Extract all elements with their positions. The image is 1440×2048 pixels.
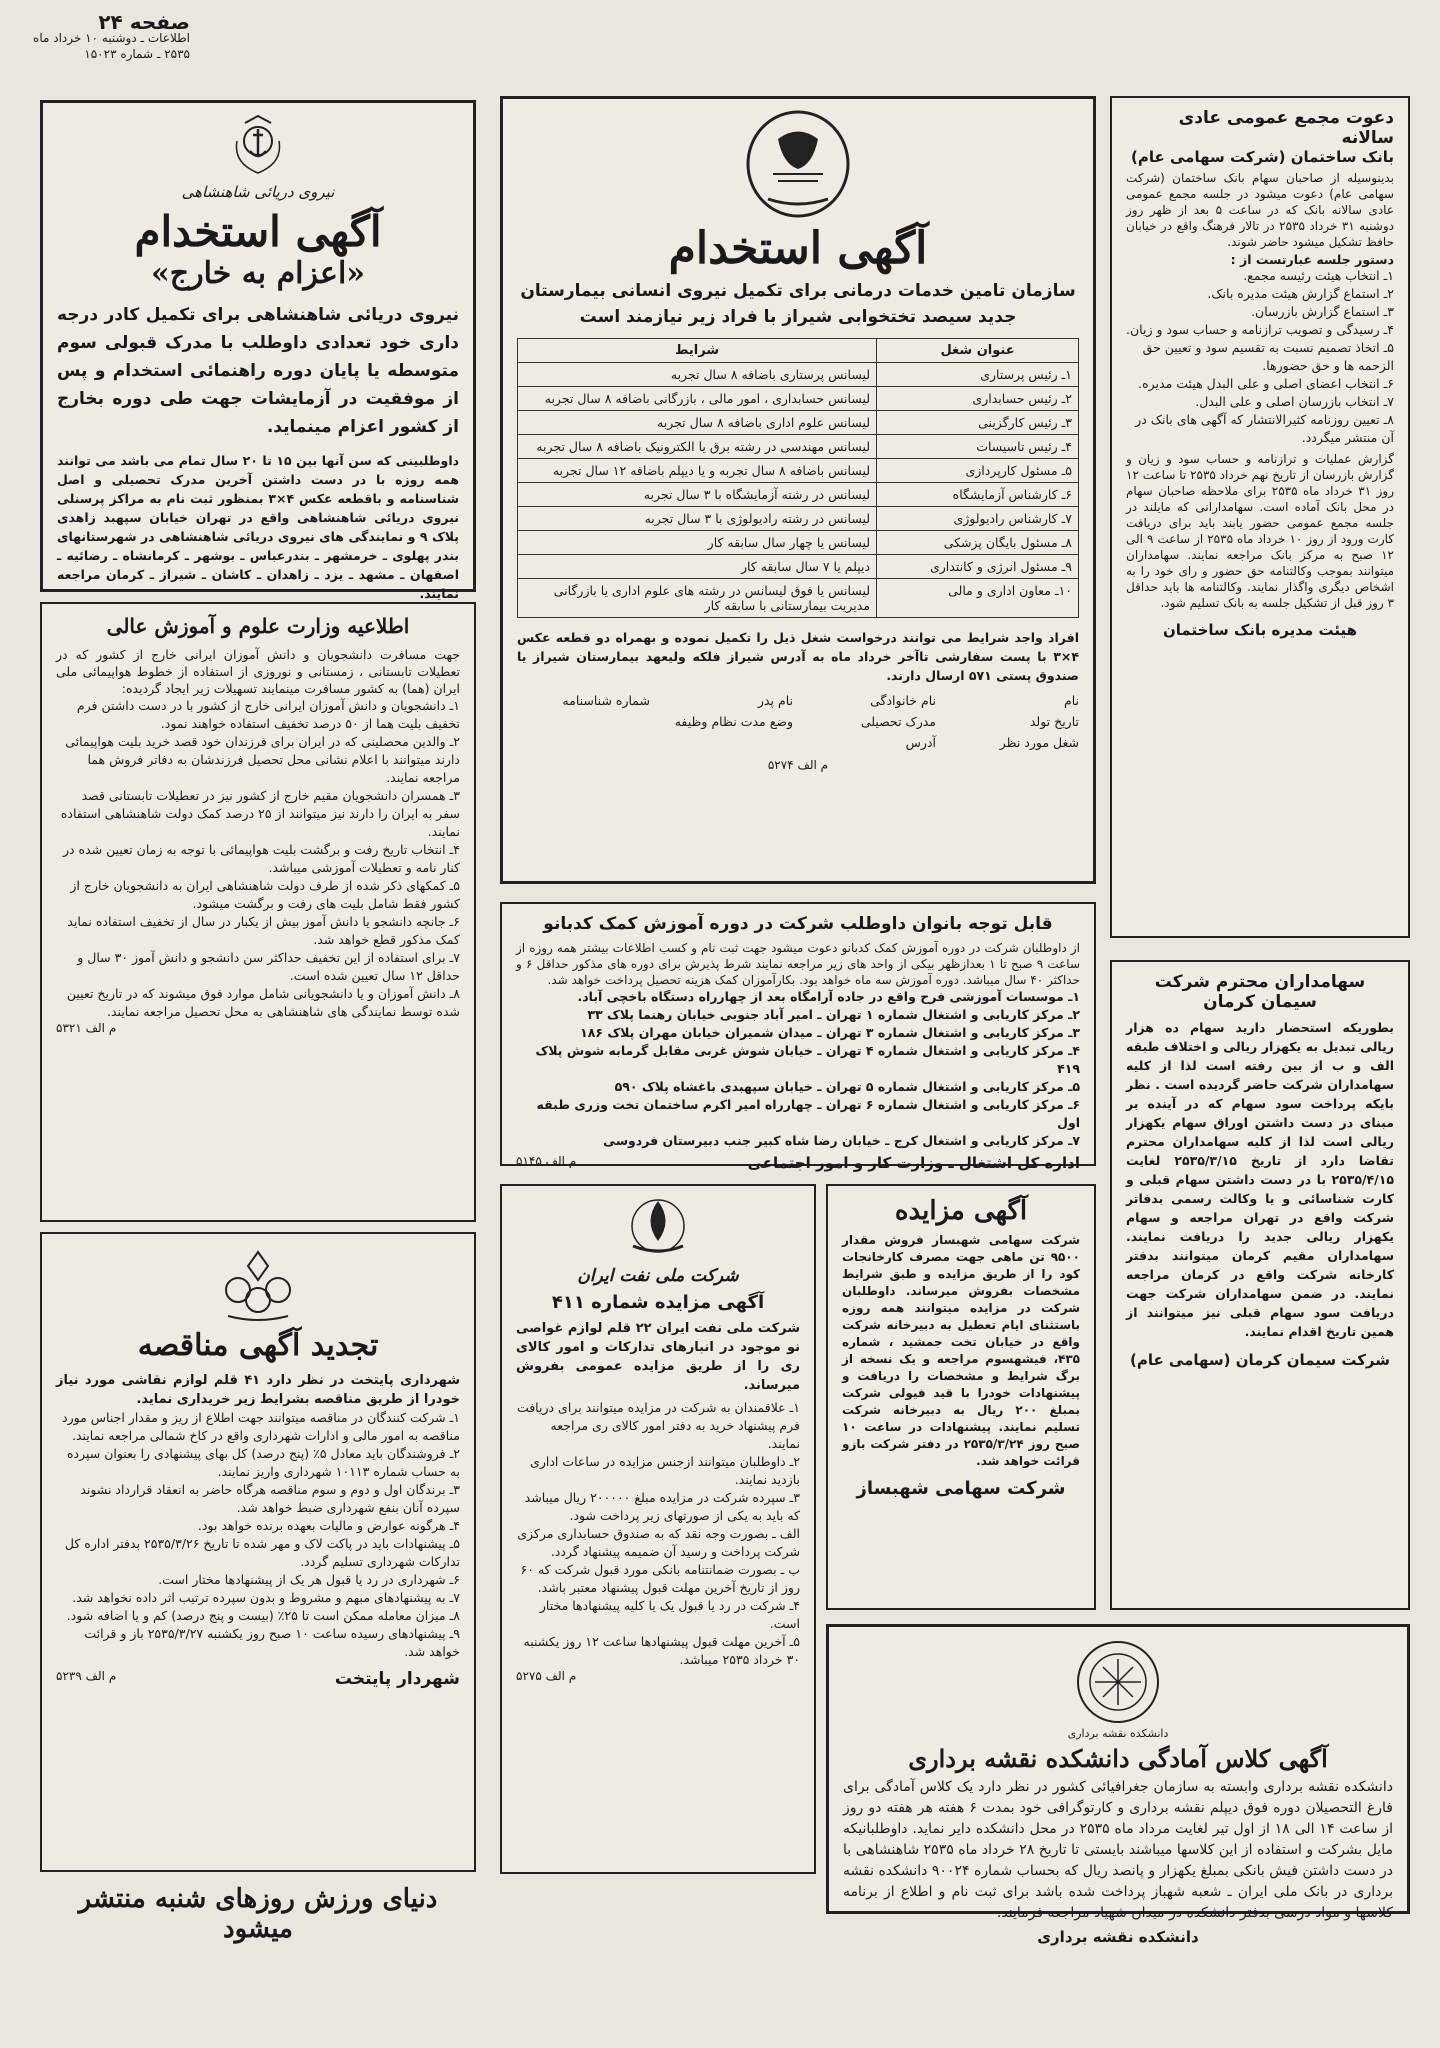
bank-agenda: [1126, 267, 1394, 447]
oil-title: آگهی مزایده شماره ۴۱۱: [551, 1292, 765, 1313]
list-item: ۴ـ مرکز کاریابی و اشتغال شماره ۴ تهران ـ خیابان شوش غربی مقابل گرمابه شوش پلاک ۴۱۹: [535, 1043, 1080, 1076]
list-item: ۹ـ پیشنهادهای رسیده ساعت ۱۰ صبح روز یکشنبه ۲۵۳۵/۳/۲۷ باز و قرائت خواهد شد.: [84, 1626, 460, 1659]
cond-cell: لیسانس در رشته آزمایشگاه با ۳ سال تجربه: [518, 483, 877, 507]
job-cell: ۱۰ـ معاون اداری و مالی: [877, 579, 1079, 618]
bank-meeting-notice: [1110, 96, 1410, 938]
job-cell: ۵ـ مسئول کارپردازی: [877, 459, 1079, 483]
hospital-code: م الف ۵۲۷۴: [767, 758, 829, 772]
list-item: ۵ـ کمکهای ذکر شده از طرف دولت شاهنشاهی ایران به دانشجویان خارج از کشور فقط شامل بلیت های رفت و برگشت میشود.: [70, 878, 460, 911]
bank-subtitle: بانک ساختمان (شرکت سهامی عام): [1131, 148, 1394, 166]
cond-cell: لیسانس حسابداری ، امور مالی ، بازرگانی باضافه ۸ سال تجربه: [518, 387, 877, 411]
list-item: ۸ـ تعیین روزنامه کثیرالانتشار که آگهی های بانک در آن منتشر میگردد.: [1135, 412, 1394, 445]
job-cell: ۶ـ کارشناس آزمایشگاه: [877, 483, 1079, 507]
list-item: ۱ـ موسسات آموزشی فرح واقع در جاده آرامگاه بعد از چهارراه دستگاه باخچی آباد.: [577, 989, 1080, 1004]
job-cell: ۲ـ رئیس حسابداری: [877, 387, 1079, 411]
oil-org: شرکت ملی نفت ایران: [577, 1266, 739, 1286]
form-field-label: نام: [1063, 693, 1079, 708]
survey-body: دانشکده نقشه برداری وابسته به سازمان جغرافیائی کشور در نظر دارد یک کلاس آمادگی برای فارغ التحصیلان دوره فوق دیپلم نقشه برداری و کارتوگرافی خود بمدت ۶ هفته هر هفته دو روز از ساعت ۱۴ الی ۱۸ از اول تیر لغایت مرداد ماه ۲۵۳۵ در محل دانشکده دایر نماید. داوطلبانیکه مایل بشرکت و استفاده از این کلاسها میباشند بایستی تا تاریخ ۲۸ خرداد ماه ۲۵۳۵ شاهنشاهی با در دست داشتن فیش بانکی بمبلغ یکهزار و پانصد ریال که بحساب شماره ۹۰۰۲۴ دانشکده نقشه برداری در بانک ملی ایران ـ شعبه شهباز پرداخت شده باشد برای ثبت نام و اطلاع از برنامه کلاسها و مواد درسی بدفتر دانشکده در میدان شهیاد مراجعه فرمایند.: [843, 1779, 1393, 1921]
list-item: ۲ـ مرکز کاریابی و اشتغال شماره ۱ تهران ـ امیر آباد جنوبی خیابان رهنما پلاک ۳۳: [587, 1007, 1080, 1022]
auction-body: شرکت سهامی شهبسار فروش مقدار ۹۵۰۰ تن ماهی جهت مصرف کارخانجات کود را از طریق مزایده و طبق شرایط مشخصات بفروش میرساند. داوطلبان شرکت در مزایده میتوانند همه روزه باستثنای ایام تعطیل به دبیرخانه شرکت واقع در خیابان تخت جمشید ، شماره ۴۳۵، فیشهسوم مراجعه و یک نسخه از برگ شرایط و مشخصات را دریافت و پیشنهادات خودرا با قید فیولی شرکت بمبلغ ۲۰۰ ریال به دبیرخانه شرکت تسلیم نمایند. پیشنهادات در ساعت ۱۰ صبح روز ۲۵۳۵/۳/۲۴ در دفتر شرکت بازو قرائت خواهد شد.: [842, 1233, 1080, 1468]
hospital-title: آگهی استخدام: [668, 223, 928, 274]
list-item: ۵ـ پیشنهادات باید در پاکت لاک و مهر شده تا تاریخ ۲۵۳۵/۳/۲۶ بدفتر اداره کل تدارکات شهرداری تسلیم گردد.: [64, 1536, 460, 1569]
list-item: ۳ـ مرکز کاریابی و اشتغال شماره ۳ تهران ـ میدان شمیران خیابان مهران پلاک ۱۸۶: [580, 1025, 1080, 1040]
table-row: [518, 555, 1079, 579]
table-row: [518, 363, 1079, 387]
job-cell: ۴ـ رئیس تاسیسات: [877, 435, 1079, 459]
list-item: ۳ـ همسران دانشجویان مقیم خارج از کشور نیز در تعطیلات تابستانی قصد سفر به ایران را دارند نیز میتوانند از ۲۵ درصد کمک دولت شاهنشاهی استفاده نمایند.: [60, 788, 460, 839]
navy-org: نیروی دریائی شاهنشاهی: [181, 183, 335, 201]
survey-title: آگهی کلاس آمادگی دانشکده نقشه برداری: [908, 1744, 1328, 1773]
form-field-label: وضع مدت نظام وظیفه: [674, 714, 793, 729]
bank-signature: هیئت مدیره بانک ساختمان: [1162, 621, 1358, 639]
survey-college-ad: [826, 1624, 1410, 1946]
list-item: ۲ـ فروشندگان باید معادل ۵٪ (پنج درصد) کل بهای پیشنهادی را بعنوان سپرده به حساب شماره ۱۰۱۱۳ شهرداری واریز نمایند.: [66, 1446, 460, 1479]
navy-subtitle: «اعزام به خارج»: [150, 256, 366, 291]
cond-cell: لیسانس مهندسی در رشته برق یا الکترونیک باضافه ۸ سال تجربه: [518, 435, 877, 459]
job-cell: ۹ـ مسئول انرژی و کانتداری: [877, 555, 1079, 579]
ministry-list: [56, 697, 460, 1021]
table-row: [518, 387, 1079, 411]
list-item: ۳ـ استماع گزارش بازرسان.: [1251, 304, 1394, 319]
list-item: ۷ـ مرکز کاریابی و اشتغال کرج ـ خیابان رضا شاه کبیر جنب دبیرستان فردوسی: [603, 1133, 1080, 1148]
hospital-ad: [500, 96, 1096, 884]
list-item: ۸ـ میزان معامله ممکن است تا ۲۵٪ (بیست و پنج درصد) کم و یا اضافه شود.: [66, 1608, 460, 1623]
table-row: [518, 483, 1079, 507]
list-item: ۵ـ مرکز کاریابی و اشتغال شماره ۵ تهران ـ خیابان سپهبدی باغشاه پلاک ۵۹۰: [614, 1079, 1080, 1094]
list-item: ۱ـ انتخاب هیئت رئیسه مجمع.: [1243, 268, 1394, 283]
survey-signature: دانشکده نقشه برداری: [1037, 1928, 1199, 1946]
list-item: ۲ـ والدین محصلینی که در ایران برای فرزندان خود قصد خرید بلیت هواپیمائی دارند میتوانند با اعلام نشانی محل تحصیل فرزندشان به دفاتر فروش هما مراجعه نمایند.: [65, 734, 460, 785]
jobs-table: [517, 338, 1079, 618]
ministry-code: م الف ۵۳۲۱: [56, 1021, 117, 1035]
list-item: ۱ـ شرکت کنندگان در مناقصه میتوانند جهت اطلاع از ریز و مقدار اجناس مورد مناقصه به امور مالی و ادارات شهرداری واقع در کاخ شمالی مراجعه نمایند.: [62, 1410, 460, 1443]
bank-agenda-label: دستور جلسه عبارتست از :: [1230, 252, 1394, 267]
page-number: صفحه ۲۴: [98, 10, 190, 34]
form-field-label: آدرس: [905, 735, 936, 750]
list-item: ۱ـ دانشجویان و دانش آموزان ایرانی خارج از کشور با در دست داشتن فرم تخفیف بلیت هما از ۵۰ درصد تخفیف استفاده خواهند نمود.: [76, 698, 460, 731]
col-job: عنوان شغل: [877, 339, 1079, 363]
oil-lead: شرکت ملی نفت ایران ۲۲ قلم لوازم غواصی نو موجود در انبارهای تدارکات و امور کالای ری را از طریق مزایده عمومی بفروش میرساند.: [516, 1321, 801, 1393]
cement-body: بطوریکه استحضار دارید سهام ده هزار ریالی تبدیل به یکهزار ریالی و اختلاف طبقه الف و ب از بین رفته است لذا از کلیه سهامداران شرکت حاضر گردیده است . نظر بایکه پرداخت سود سهام که در آینده بر مبنای در دست داشتن اوراق سهام یکهزار ریالی است لذا از کلیه سهامداران محترم تقاضا دارد از تاریخ ۲۵۳۵/۳/۱۵ لغایت ۲۵۳۵/۴/۱۵ با در دست داشتن سهام قبلی و کارت شناسائی و یا وکالت رسمی بدفاتر شرکت واقع در تهران مراجعه و سهام یکهزار ریالی جدید را دریافت نمایند. سهامداران مقیم کرمان میتوانند بدفتر کارخانه شرکت واقع در کرمان مراجعه نمایند. در ضمن سهامداران شرکت جهت دریافت سود سهام قبلی نیز میتوانند از همین تاریخ اقدام نمایند.: [1126, 1020, 1394, 1339]
list-item: ۷ـ برای استفاده از این تخفیف حداکثر سن دانشجو و دانش آموز ۳۰ سال و حداقل ۱۲ سال تعیین شده است.: [77, 950, 460, 983]
table-row: [518, 531, 1079, 555]
ministry-title: اطلاعیه وزارت علوم و آموزش عالی: [106, 614, 410, 638]
training-title: قابل توجه بانوان داوطلب شرکت در دوره آموزش کمک کدبانو: [543, 914, 1053, 934]
list-item: ۷ـ انتخاب بازرسان اصلی و علی البدل.: [1195, 394, 1394, 409]
training-code: م الف ۵۱۴۵: [516, 1154, 577, 1168]
list-item: ۲ـ استماع گزارش هیئت مدیره بانک.: [1207, 286, 1394, 301]
list-item: ۳ـ سپرده شرکت در مزایده مبلغ ۲۰۰۰۰۰ ریال میباشد که باید به یکی از صورتهای زیر پرداخت شود.: [524, 1490, 800, 1523]
cond-cell: لیسانس علوم اداری باضافه ۸ سال تجربه: [518, 411, 877, 435]
capital-title: تجدید آگهی مناقصه: [137, 1328, 379, 1363]
training-notice: [500, 902, 1096, 1172]
cond-cell: لیسانس یا چهار سال سابقه کار: [518, 531, 877, 555]
form-field-label: مدرک تحصیلی: [860, 714, 936, 729]
form-field-label: شغل مورد نظر: [999, 735, 1079, 750]
header-issue: ۲۵۳۵ ـ شماره ۱۵۰۲۳: [84, 47, 190, 61]
col-conditions: شرایط: [518, 339, 877, 363]
job-cell: ۳ـ رئیس کارگزینی: [877, 411, 1079, 435]
list-item: ۱ـ علاقمندان به شرکت در مزایده میتوانند برای دریافت فرم پیشنهاد خرید به دفتر امور کالای ری مراجعه نمایند.: [516, 1400, 800, 1451]
list-item: ۶ـ انتخاب اعضای اصلی و علی البدل هیئت مدیره.: [1138, 376, 1394, 391]
list-item: الف ـ بصورت وجه نقد که به صندوق حسابداری مرکزی شرکت پرداخت و رسید آن ضمیمه پیشنهاد گردد.: [517, 1526, 800, 1559]
municipality-emblem-icon: [208, 1244, 308, 1324]
hospital-note: افراد واجد شرایط می توانند درخواست شغل ذیل را تکمیل نموده و بهمراه دو قطعه عکس ۴×۳ با پست سفارشی تاآخر خرداد ماه به آدرس شیراز فلکه ولیعهد بیمارستان شیراز یا صندوق پستی ۵۷۱ ارسال دارند.: [517, 630, 1079, 683]
cement-notice: [1110, 960, 1410, 1610]
navy-emblem-icon: [223, 113, 293, 183]
navy-title: آگهی استخدام: [134, 207, 382, 256]
hospital-emblem-icon: [743, 109, 853, 219]
table-row: [518, 459, 1079, 483]
table-row: [518, 507, 1079, 531]
list-item: ۸ـ دانش آموزان و یا دانشجویانی شامل موارد فوق میشوند که در تاریخ تعیین شده توسط نمایندگی های شاهنشاهی به محل تحصیل مراجعه نمایند.: [66, 986, 460, 1019]
auction-title: آگهی مزایده: [894, 1196, 1028, 1226]
list-item: ۴ـ رسیدگی و تصویب ترازنامه و حساب سود و زیان.: [1126, 322, 1394, 337]
oil-auction: [500, 1184, 816, 1874]
list-item: ب ـ بصورت ضمانتنامه بانکی مورد قبول شرکت که ۶۰ روز از تاریخ آخرین مهلت قبول پیشنهاد معتبر باشد.: [520, 1562, 800, 1595]
ministry-intro: جهت مسافرت دانشجویان و دانش آموزان ایرانی خارج از کشور که در تعطیلات تابستانی ، زمستانی و نوروزی از استفاده از خطوط هواپیمائی ملی ایران (هما) به کشور مسافرت مینمایند تسهیلات زیر ایجاد گردیده:: [56, 647, 460, 696]
list-item: ۴ـ شرکت در رد یا قبول یک یا کلیه پیشنهادها مختار است.: [539, 1598, 800, 1631]
capital-signature: شهردار پایتخت: [334, 1669, 460, 1689]
list-item: ۵ـ آخرین مهلت قبول پیشنهادها ساعت ۱۲ روز یکشنبه ۳۰ خرداد ۲۵۳۵ میباشد.: [523, 1634, 800, 1667]
capital-intro: شهرداری پایتخت در نظر دارد ۴۱ قلم لوازم نقاشی مورد نیاز خودرا از طریق مناقصه بشرایط زیر خریداری نماید.: [56, 1373, 460, 1407]
list-item: ۶ـ شهرداری در رد یا قبول هر یک از پیشنهادها مختار است.: [158, 1572, 460, 1587]
cond-cell: لیسانس یا فوق لیسانس در رشته های علوم اداری یا بازرگانی مدیریت بیمارستانی با سابقه کار: [518, 579, 877, 618]
survey-college-emblem-icon: [1073, 1637, 1163, 1727]
list-item: ۴ـ هرگونه عوارض و مالیات بعهده برنده خواهد بود.: [197, 1518, 460, 1533]
list-item: ۵ـ اتخاذ تصمیم نسبت به تقسیم سود و تعیین حق الزحمه ها و حق حضورها.: [1142, 340, 1394, 373]
application-form: [517, 693, 1079, 750]
cond-cell: لیسانس در رشته رادیولوژی با ۳ سال تجربه: [518, 507, 877, 531]
cement-title: سهامداران محترم شرکت سیمان کرمان: [1154, 972, 1366, 1012]
list-item: ۴ـ انتخاب تاریخ رفت و برگشت بلیت هواپیمائی با توجه به زمان تعیین شده در کنار نامه و تعطیلات آموزشی میباشد.: [62, 842, 460, 875]
job-cell: ۱ـ رئیس پرستاری: [877, 363, 1079, 387]
cond-cell: دیپلم یا ۷ سال سابقه کار: [518, 555, 877, 579]
survey-emblem-text: دانشکده نقشه برداری: [1067, 1727, 1169, 1740]
job-cell: ۸ـ مسئول بایگان پزشکی: [877, 531, 1079, 555]
list-item: ۷ـ به پیشنهادهای مبهم و مشروط و بدون سپرده ترتیب اثر داده نخواهد شد.: [72, 1590, 460, 1605]
form-field-label: نام خانوادگی: [870, 693, 936, 708]
table-row: [518, 435, 1079, 459]
navy-ad: [40, 100, 476, 601]
oil-company-emblem-icon: [618, 1196, 698, 1266]
list-item: ۳ـ برندگان اول و دوم و سوم مناقصه هرگاه حاضر به انعقاد قرارداد نشوند سپرده آنان بنفع شهرداری ضبط خواهد شد.: [80, 1482, 460, 1515]
capital-tender: [40, 1232, 476, 1872]
job-cell: ۷ـ کارشناس رادیولوژی: [877, 507, 1079, 531]
cond-cell: لیسانس باضافه ۸ سال تجربه و یا دیپلم باضافه ۱۲ سال تجربه: [518, 459, 877, 483]
list-item: ۶ـ جانچه دانشجو یا دانش آموز بیش از یکبار در سال از تخفیف استفاده نماید کمک مذکور قطع خواهد شد.: [67, 914, 460, 947]
capital-code: م الف ۵۲۳۹: [56, 1669, 117, 1683]
list-item: ۶ـ مرکز کاریابی و اشتغال شماره ۶ تهران ـ چهارراه امیر اکرم ساختمان تخت وزری طبقه اول: [536, 1097, 1080, 1130]
navy-body: داوطلبینی که سن آنها بین ۱۵ تا ۲۰ سال تمام می باشد می توانند همه روزه با در دست داشتن آخرین مدرک تحصیلی و اصل شناسنامه و باقطعه عکس ۴×۳ بمنظور ثبت نام به مراکز پرسنلی نیروی دریائی شاهنشاهی واقع در تهران خیابان سپهبد زاهدی پلاک ۹ و نمایندگی های نیروی دریائی شاهنشاهی در شهرستانهای بندر پهلوی ـ خرمشهر ـ بندرعباس ـ بوشهر ـ کرمانشاه ـ رضائیه ـ اصفهان ـ مشهد ـ یزد ـ زاهدان ـ کاشان ـ شیراز ـ کرمان مراجعه نمایند.: [57, 453, 460, 601]
ministry-notice: [40, 602, 476, 1222]
training-intro: از داوطلبان شرکت در دوره آموزش کمک کدبانو دعوت میشود جهت ثبت نام و کسب اطلاعات بیشتر همه روزه از ساعت ۹ صبح تا ۱ بعدازظهر بیکی از واحد های زیر مراجعه نمایند شرط پذیرش برای دوره های مذکور حداقل ۶ و حداکثر ۴۰ سال میباشد. دوره آموزش سه ماه خواهد بود. بکارآموزان کمک هزینه تحصیل پرداخت خواهد شد.: [516, 941, 1081, 987]
auction-signature: شرکت سهامی شهبساز: [856, 1478, 1066, 1499]
hospital-subtitle: سازمان تامین خدمات درمانی برای تکمیل نیروی انسانی بیمارستان جدید سیصد تختخوابی شیراز با فراد زیر نیازمند است: [520, 281, 1076, 327]
auction-ad: [826, 1184, 1096, 1610]
form-field-label: تاریخ تولد: [1029, 714, 1079, 729]
oil-code: م الف ۵۲۷۵: [516, 1669, 577, 1683]
page-header: [30, 10, 190, 62]
cement-signature: شرکت سیمان کرمان (سهامی عام): [1129, 1351, 1391, 1369]
sports-banner: دنیای ورزش روزهای شنبه منتشر میشود: [78, 1884, 438, 1944]
cond-cell: لیسانس پرستاری باضافه ۸ سال تجربه: [518, 363, 877, 387]
form-field-label: نام پدر: [757, 693, 793, 708]
form-field-label: [517, 714, 650, 729]
table-row: [518, 579, 1079, 618]
navy-lead: نیروی دریائی شاهنشاهی برای تکمیل کادر درجه داری خود تعدادی داوطلب با مدرک قبولی سوم متوسطه یا پایان دوره راهنمائی استخدام و پس از موفقیت در آزمایشات جهت طی دوره بخارج از کشور اعزام مینماید.: [57, 305, 459, 437]
training-list: [516, 988, 1080, 1150]
form-field-label: شماره شناسنامه: [562, 693, 650, 708]
bank-intro: بدینوسیله از صاحبان سهام بانک ساختمان (شرکت سهامی عام) دعوت میشود در جلسه مجمع عمومی عادی سالانه بانک که در ساعت ۵ بعد از ظهر روز دوشنبه ۳۱ خرداد ۲۵۳۵ در تالار فرهنگ واقع در خیابان حافظ تشکیل میشود حاضر شوند.: [1126, 171, 1394, 249]
bank-title: دعوت مجمع عمومی عادی سالانه: [1178, 108, 1394, 148]
header-date: اطلاعات ـ دوشنبه ۱۰ خرداد ماه: [33, 31, 190, 45]
list-item: ۲ـ داوطلبان میتوانند ازجنس مزایده در ساعات اداری بازدید نمایند.: [530, 1454, 800, 1487]
bank-body: گزارش عملیات و ترازنامه و حساب سود و زیان و گزارش بازرسان از تاریخ نهم خرداد ۲۵۳۵ تا ساعت ۱۲ روز ۳۱ خرداد ماه ۲۵۳۵ برای ملاحظه صاحبان سهام در محل بانک آماده است. سهامدارانی که مایلند در جلسه مجمع عمومی حضور یابند باید برای دریافت کارت ورود از روز ۱۰ خرداد ماه ۲۵۳۵ از ساعت ۹ الی ۱۲ صبح به مرکز بانک مراجعه نمایند. سهامداران میتوانند بموجب وکالتنامه حق حضور و رای خود را به اشخاص دیگری واگذار نمایند. وکالتنامه ها باید حداقل ۳ روز قبل از تشکیل جلسه به بانک تسلیم شود.: [1126, 452, 1395, 610]
oil-list: [516, 1399, 800, 1669]
table-row: [518, 411, 1079, 435]
capital-list: [56, 1409, 460, 1661]
training-signature: اداره کل اشتغال ـ وزارت کار و امور اجتماعی: [747, 1154, 1080, 1172]
